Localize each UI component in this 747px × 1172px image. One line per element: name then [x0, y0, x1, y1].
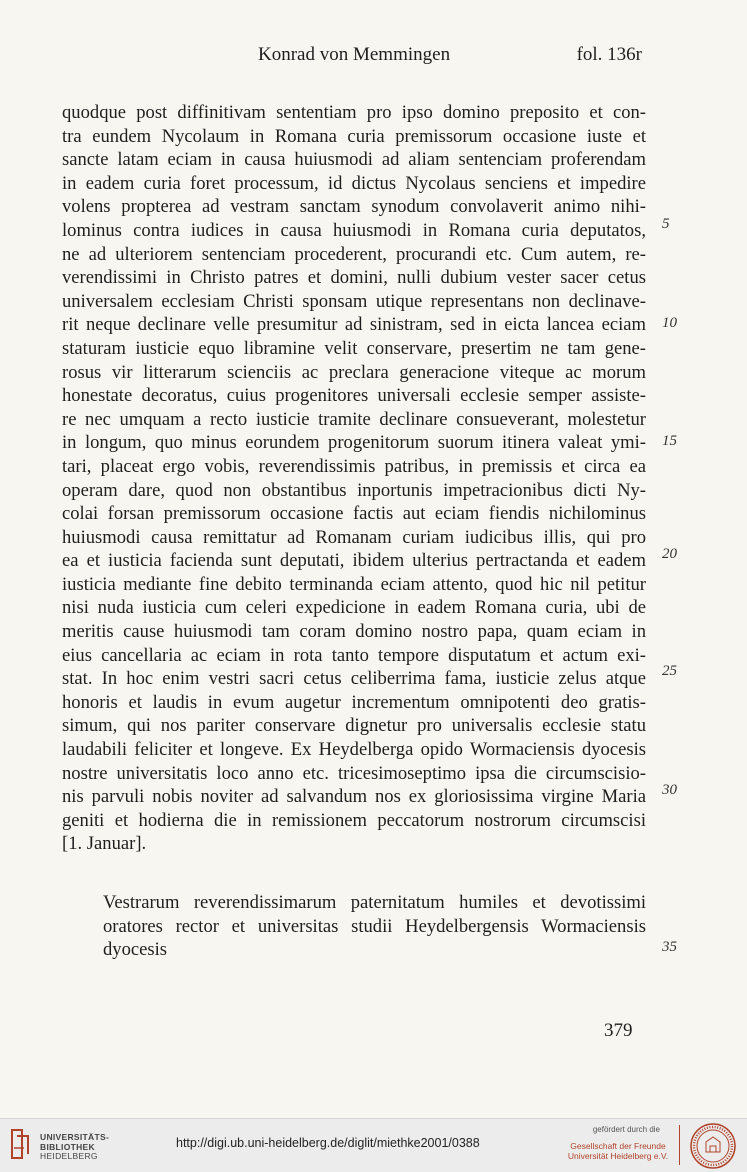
viewer-footer — [0, 1118, 747, 1172]
closing-line: oratores rector et universitas studii Heydelbergensis Wormaciensis — [103, 915, 646, 937]
text-line: re nec umquam a recto iusticie tramite declinare consueverant, molestetur — [62, 408, 646, 430]
text-line: honoris et laudis in evum augetur incrementum omnipotenti deo gratis- — [62, 691, 646, 713]
text-line: rit neque declinare velle presumitur ad sinistram, sed in eicta lancea eciam — [62, 314, 646, 336]
text-line: lominus contra iudices in causa huiusmodi in Romana curia deputatos, — [62, 219, 646, 241]
text-line: universalem ecclesiam Christi sponsam utique representans non declinave- — [62, 290, 646, 312]
text-line: verendissimi in Christo patres et domini, nulli dubium vester sacer cetus — [62, 267, 646, 289]
sponsor-lead: gefördert durch die — [592, 1125, 660, 1134]
closing-line: Vestrarum reverendissimarum paternitatum humiles et devotissimi — [103, 892, 646, 913]
text-line: sancte latam eciam in causa huiusmodi ad aliam sentenciam proferendam — [62, 149, 646, 171]
text-line: simum, qui nos pariter conservare dignetur pro universalis ecclesie statu — [62, 715, 646, 737]
text-line: stat. In hoc enim vestri sacri cetus celiberrima fama, iusticie zelus atque — [62, 668, 646, 690]
text-line: operam dare, quod non obstantibus inportunis impetracionibus dicti Ny- — [62, 479, 646, 501]
text-line: in longum, quo minus eorundem progenitorum suorum itinera valeat ymi- — [62, 432, 646, 454]
text-line: staturam iusticie equo libramine velit conservare, presertim ne tam gene- — [62, 337, 646, 359]
closing-line: dyocesis — [103, 939, 168, 961]
running-title: Konrad von Memmingen — [258, 44, 451, 65]
text-line: eius cancellaria ac eciam in rota tanto tempore disputatum et actum exi- — [62, 644, 646, 666]
library-name-line: UNIVERSITÄTS- — [40, 1132, 110, 1142]
permalink-url[interactable]: http://digi.ub.uni-heidelberg.de/diglit/miethke2001/0388 — [176, 1136, 480, 1150]
footer-divider — [679, 1125, 680, 1165]
line-number: 5 — [662, 216, 670, 232]
text-line: nisi nuda iusticia cum celeri expedicione in eadem Romana curia, ubi de — [62, 597, 646, 619]
text-line: ne ad ulteriorem sentenciam procederent, procurandi etc. Cum autem, re- — [62, 243, 646, 265]
page-number: 379 — [604, 1020, 633, 1041]
library-logo-icon — [8, 1126, 34, 1162]
text-line: geniti et hodierna die in remissionem peccatorum nostrorum circumscisi — [62, 809, 646, 831]
line-number: 25 — [662, 663, 677, 679]
folio-reference: fol. 136r — [576, 44, 642, 65]
running-header — [62, 44, 642, 70]
text-line: in eadem curia foret processum, id dictus Nycolaus senciens et impedire — [62, 172, 646, 194]
sponsor-org: Universität Heidelberg e.V. — [567, 1151, 669, 1161]
text-line: ea et iusticia facienda sunt deputati, ibidem ulterius pertractanda et eadem — [62, 550, 646, 572]
line-number: 15 — [662, 433, 677, 449]
text-line: iusticia mediante fine debito terminanda eciam attento, quod hic nil petitur — [62, 573, 646, 595]
text-line: meritis cause huiusmodi tam coram domino nostro papa, quam eciam in — [62, 621, 646, 643]
text-line: tra eundem Nycolaum in Romana curia premissorum occasione iuste et — [62, 125, 646, 147]
line-number: 35 — [662, 939, 677, 955]
library-name-line: HEIDELBERG — [40, 1151, 98, 1161]
closing-formula — [62, 891, 646, 962]
text-line: colai forsan premissorum occasione factis aut eciam fiendis nichilominus — [62, 503, 646, 525]
library-name-line: BIBLIOTHEK — [40, 1141, 95, 1152]
text-line: [1. Januar]. — [62, 833, 147, 855]
text-line: honestate decoratus, cuius progenitores universali ecclesie semper assiste- — [62, 385, 646, 407]
text-line: volens propterea ad vestram sanctam synodum convolaverit animo nihi- — [62, 196, 646, 218]
text-line: tari, placeat ergo vobis, reverendissimis patribus, in premissis et circa ea — [62, 455, 646, 477]
text-line: laudabili feliciter et longeve. Ex Heydelberga opido Wormaciensis dyocesis — [62, 739, 646, 761]
sponsor-org: Gesellschaft der Freunde — [570, 1141, 666, 1151]
text-line: nis parvuli nobis noviter ad salvandum nos ex gloriosissima virgine Maria — [62, 786, 646, 808]
university-seal-icon — [689, 1122, 737, 1170]
library-name — [40, 1133, 109, 1162]
line-number: 10 — [662, 315, 677, 331]
line-number: 30 — [662, 782, 677, 798]
text-line: huiusmodi causa remittatur ad Romanam curiam iudicibus illis, qui pro — [62, 526, 646, 548]
main-text — [62, 101, 646, 962]
text-line: rosus vir litterarum scienciis ac preclara generacione viteque ac morum — [62, 361, 646, 383]
text-line: quodque post diffinitivam sententiam pro ipso domino preposito et con- — [62, 102, 646, 123]
line-number: 20 — [662, 546, 677, 562]
text-line: nostre universitatis loco anno etc. tricesimoseptimo ipsa die circumscisio- — [62, 762, 646, 784]
sponsor-credit — [562, 1125, 674, 1161]
